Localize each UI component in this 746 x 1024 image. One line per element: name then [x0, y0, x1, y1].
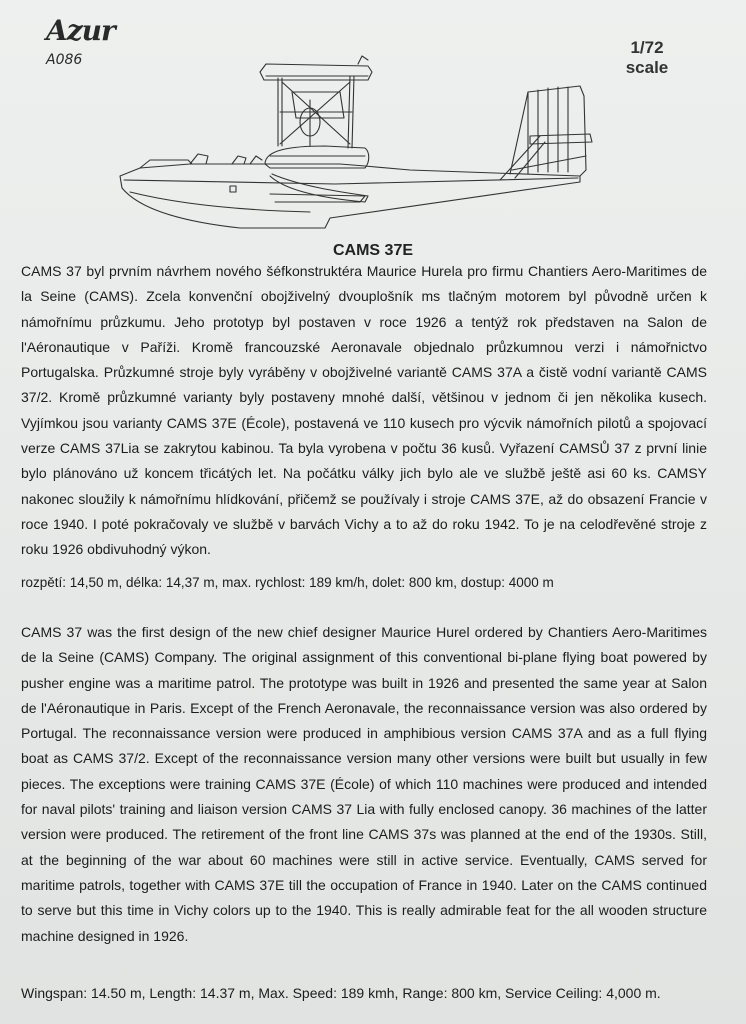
- scale-label: [612, 38, 682, 78]
- scale-word: scale: [625, 58, 669, 77]
- english-specifications: Wingspan: 14.50 m, Length: 14.37 m, Max. Speed: 189 kmh, Range: 800 km, Service Ceiling: 4,000 m.: [21, 985, 661, 1001]
- english-description: CAMS 37 was the first design of the new chief designer Maurice Hurel ordered by Chantiers Aero-Maritimes de la Seine (CAMS) Company. The original assignment of this conventional bi-plane flying boat powered by pusher engine was a maritime patrol. The prototype was built in 1926 and presented the same year at Salon de l'Aéronautique in Paris. Except of the French Aeronavale, the reconnaissance version was also ordered by Portugal. The reconnaissance version were produced in amphibious version CAMS 37A and as a full flying boat as CAMS 37/2. Except of the reconnaissance version many other versions were built but usually in few pieces. The exceptions were training CAMS 37E (École) of which 110 machines were produced and intended for naval pilots' training and liaison version CAMS 37 Lia with fully enclosed canopy. 36 machines of the latter version were produced. The retirement of the front line CAMS 37s was planned at the end of the 1930s. Still, at the beginning of the war about 60 machines were still in active service. Eventually, CAMS served for maritime patrols, together with CAMS 37E till the occupation of France in 1940. Later on the CAMS continued to serve but this time in Vichy colors up to the 1940. This is really admirable feat for the all wooden structure machine designed in 1926.: [21, 624, 707, 944]
- czech-description: CAMS 37 byl prvním návrhem nového šéfkonstruktéra Maurice Hurela pro firmu Chantiers Aero-Maritimes de la Seine (CAMS). Zcela konvenční obojživelný dvouplošník ms tlačným motorem byl původně určen k námořnímu průzkumu. Jeho prototyp byl postaven v roce 1926 a tentýž rok představen na Salon de l'Aéronautique v Paříži. Kromě francouzské Aeronavale objednalo průzkumnou verzi i námořnictvo Portugalska. Průzkumné stroje byly vyráběny v obojživelné variantě CAMS 37A a čistě vodní variantě CAMS 37/2. Kromě průzkumné varianty byly postaveny mnohé další, většinou v jednom či jen několika kusech. Vyjímkou jsou varianty CAMS 37E (École), postavená ve 110 kusech pro výcvik námořních pilotů a spojovací verze CAMS 37Lia se zakrytou kabinou. Ta byla vyrobena v počtu 36 kusů. Vyřazení CAMSŮ 37 z první linie bylo plánováno už koncem třicátých let. Na počátku války jich bylo ale ve službě ještě asi 60 ks. CAMSY nakonec sloužily k námořnímu hlídkování, přičemž se používaly i stroje CAMS 37E, až do obsazení Francie v roce 1940. I poté pokračovaly ve službě v barvách Vichy a to až do roku 1942. To je na celodřevěné stroje z roku 1926 obdivuhodný výkon.: [21, 263, 707, 558]
- kit-code: A086: [46, 52, 83, 68]
- azur-logo: Azur: [46, 14, 115, 47]
- aircraft-title: CAMS 37E: [332, 242, 414, 259]
- czech-specifications: rozpětí: 14,50 m, délka: 14,37 m, max. rychlost: 189 km/h, dolet: 800 km, dostup: 4000 m: [21, 575, 554, 590]
- scale-number: 1/72: [630, 38, 664, 57]
- aircraft-side-view-drawing: [110, 52, 610, 236]
